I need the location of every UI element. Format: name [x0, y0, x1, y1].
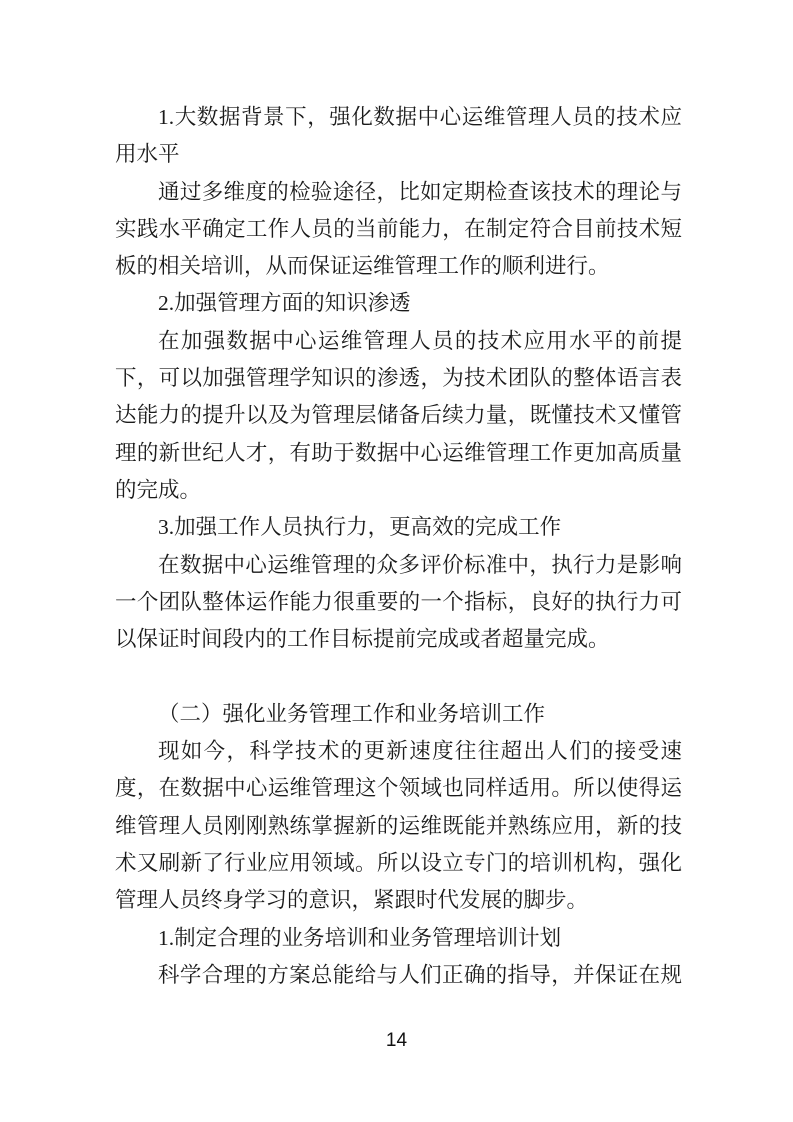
- text-line: 管理人员终身学习的意识，紧跟时代发展的脚步。: [115, 888, 589, 913]
- text-line: 用水平: [115, 142, 180, 167]
- text-line: 理的新世纪人才，有助于数据中心运维管理工作更加高质量: [115, 440, 682, 465]
- body-paragraph: [115, 174, 682, 286]
- text-line: 3.加强工作人员执行力，更高效的完成工作: [158, 515, 562, 540]
- text-line: 维管理人员刚刚熟练掌握新的运维既能并熟练应用，新的技: [115, 813, 682, 838]
- text-line: 以保证时间段内的工作目标提前完成或者超量完成。: [115, 627, 610, 652]
- text-line: 在加强数据中心运维管理人员的技术应用水平的前提: [158, 328, 682, 353]
- body-paragraph: [115, 547, 682, 659]
- text-line: 2.加强管理方面的知识渗透: [158, 291, 411, 316]
- section-heading: [115, 696, 682, 733]
- text-line: 度，在数据中心运维管理这个领域也同样适用。所以使得运: [115, 776, 682, 801]
- text-line: 1.制定合理的业务培训和业务管理培训计划: [158, 925, 562, 950]
- numbered-heading: [115, 99, 682, 174]
- text-line: 现如今，科学技术的更新速度往往超出人们的接受速: [158, 739, 682, 764]
- text-line: 在数据中心运维管理的众多评价标准中，执行力是影响: [158, 552, 682, 577]
- text-line: 一个团队整体运作能力很重要的一个指标，良好的执行力可: [115, 589, 682, 614]
- text-line: 下，可以加强管理学知识的渗透，为技术团队的整体语言表: [115, 366, 682, 391]
- numbered-heading: [115, 509, 682, 546]
- text-line: 1.大数据背景下，强化数据中心运维管理人员的技术应: [158, 105, 682, 129]
- page-content: [115, 99, 682, 994]
- page-footer: [0, 1029, 793, 1053]
- text-line: （二）强化业务管理工作和业务培训工作: [158, 701, 546, 726]
- text-line: 板的相关培训，从而保证运维管理工作的顺利进行。: [115, 254, 610, 279]
- text-line: 实践水平确定工作人员的当前能力，在制定符合目前技术短: [115, 216, 682, 241]
- numbered-heading: [115, 920, 682, 957]
- body-paragraph: [115, 957, 682, 994]
- body-paragraph: [115, 323, 682, 509]
- text-line: 通过多维度的检验途径，比如定期检查该技术的理论与: [158, 179, 682, 204]
- text-line: 达能力的提升以及为管理层储备后续力量，既懂技术又懂管: [115, 403, 682, 428]
- body-paragraph: [115, 733, 682, 919]
- text-line: 术又刷新了行业应用领域。所以设立专门的培训机构，强化: [115, 850, 682, 875]
- text-line: 科学合理的方案总能给与人们正确的指导，并保证在规: [158, 962, 682, 987]
- page-number: 14: [385, 1030, 408, 1051]
- numbered-heading: [115, 285, 682, 322]
- text-line: 的完成。: [115, 477, 202, 502]
